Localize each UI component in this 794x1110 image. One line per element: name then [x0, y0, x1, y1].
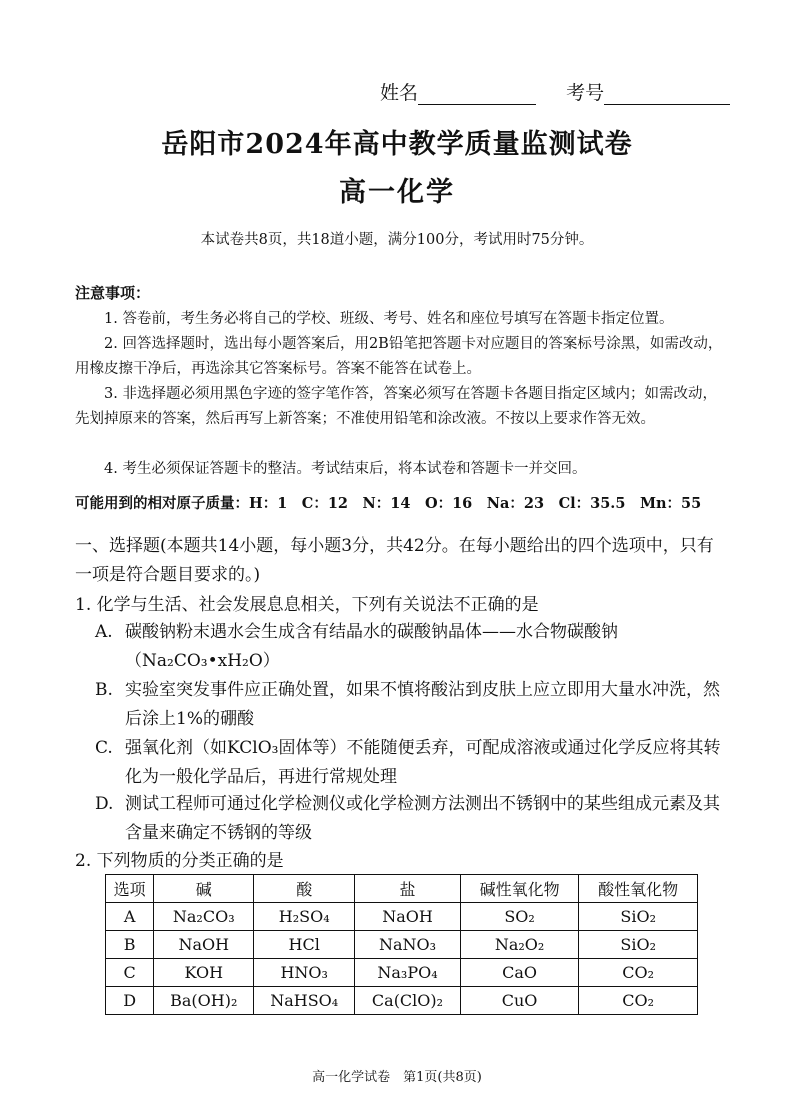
option-label: B. [95, 680, 113, 700]
table-cell: SO₂ [460, 903, 579, 931]
exam-id-field[interactable] [604, 86, 730, 105]
option-text: 强氧化剂（如KClO₃固体等）不能随便丢弃，可配成溶液或通过化学反应将其转化为一般化学品后，再进行常规处理 [125, 738, 721, 787]
option-text: 碳酸钠粉末遇水会生成含有结晶水的碳酸钠晶体——水合物碳酸钠（Na₂CO₃•xH₂O） [125, 622, 618, 671]
classification-table [105, 874, 698, 1015]
header-cell: 酸性氧化物 [579, 875, 698, 903]
table-cell: C [106, 959, 154, 987]
table-cell: CuO [460, 987, 579, 1015]
table-cell: HCl [254, 931, 355, 959]
table-cell: CO₂ [579, 959, 698, 987]
notice-item: 3. 非选择题必须用黑色字迹的签字笔作答，答案必须写在答题卡各题目指定区域内；如需改动，先划掉原来的答案，然后再写上新答案；不准使用铅笔和涂改液。不按以上要求作答无效。 [75, 386, 717, 427]
exam-info: 本试卷共8页，共18道小题，满分100分，考试用时75分钟。 [200, 232, 594, 248]
table-cell: SiO₂ [579, 903, 698, 931]
student-info-line [380, 78, 730, 105]
option-label: D. [95, 794, 114, 814]
table-cell: NaOH [355, 903, 461, 931]
q1-option-d [95, 790, 735, 848]
header-cell: 酸 [254, 875, 355, 903]
table-cell: A [106, 903, 154, 931]
q1-option-b [95, 676, 735, 734]
table-cell: Ba(OH)₂ [154, 987, 254, 1015]
notice-item: 4. 考生必须保证答题卡的整洁。考试结束后，将本试卷和答题卡一并交回。 [104, 461, 587, 477]
table-cell: NaHSO₄ [254, 987, 355, 1015]
table-row [106, 987, 698, 1015]
header-cell: 选项 [106, 875, 154, 903]
name-label: 姓名 [380, 82, 419, 104]
question-2-stem: 2. 下列物质的分类正确的是 [75, 851, 284, 871]
table-cell: Na₃PO₄ [355, 959, 461, 987]
notice-title: 注意事项： [75, 284, 151, 302]
table-cell: SiO₂ [579, 931, 698, 959]
table-cell: NaOH [154, 931, 254, 959]
table-cell: HNO₃ [254, 959, 355, 987]
header-cell: 碱 [154, 875, 254, 903]
atomic-mass-line: 可能用到的相对原子质量：H：1 C：12 N：14 O：16 Na：23 Cl：35.5 Mn：55 [75, 495, 702, 512]
table-cell: NaNO₃ [355, 931, 461, 959]
page-footer: 高一化学试卷 第1页(共8页) [312, 1070, 482, 1085]
table-cell: Na₂O₂ [460, 931, 579, 959]
table-row [106, 959, 698, 987]
table-cell: CaO [460, 959, 579, 987]
header-cell: 盐 [355, 875, 461, 903]
table-cell: H₂SO₄ [254, 903, 355, 931]
option-text: 测试工程师可通过化学检测仪或化学检测方法测出不锈钢中的某些组成元素及其含量来确定不锈钢的等级 [125, 794, 720, 843]
table-cell: Ca(ClO)₂ [355, 987, 461, 1015]
option-text: 实验室突发事件应正确处置，如果不慎将酸沾到皮肤上应立即用大量水冲洗，然后涂上1%的硼酸 [125, 680, 720, 729]
q1-option-c [95, 734, 735, 792]
exam-title: 岳阳市2024年高中教学质量监测试卷 [161, 129, 633, 160]
exam-id-label: 考号 [566, 82, 605, 104]
table-cell: D [106, 987, 154, 1015]
name-field[interactable] [418, 86, 536, 105]
table-row [106, 903, 698, 931]
table-cell: KOH [154, 959, 254, 987]
question-1-stem: 1. 化学与生活、社会发展息息相关，下列有关说法不正确的是 [75, 595, 539, 615]
q1-option-a [95, 618, 735, 676]
table-cell: CO₂ [579, 987, 698, 1015]
option-label: A. [95, 622, 113, 642]
table-cell: B [106, 931, 154, 959]
notice-item: 2. 回答选择题时，选出每小题答案后，用2B铅笔把答题卡对应题目的答案标号涂黑，如需改动，用橡皮擦干净后，再选涂其它答案标号。答案不能答在试卷上。 [75, 336, 723, 377]
header-cell: 碱性氧化物 [460, 875, 579, 903]
table-cell: Na₂CO₃ [154, 903, 254, 931]
table-header-row [106, 875, 698, 903]
notice-item: 1. 答卷前，考生务必将自己的学校、班级、考号、姓名和座位号填写在答题卡指定位置。 [104, 311, 674, 327]
subject-title: 高一化学 [339, 177, 455, 208]
option-label: C. [95, 738, 113, 758]
section-heading: 一、选择题(本题共14小题，每小题3分，共42分。在每小题给出的四个选项中，只有一项是符合题目要求的。) [75, 536, 714, 585]
table-row [106, 931, 698, 959]
